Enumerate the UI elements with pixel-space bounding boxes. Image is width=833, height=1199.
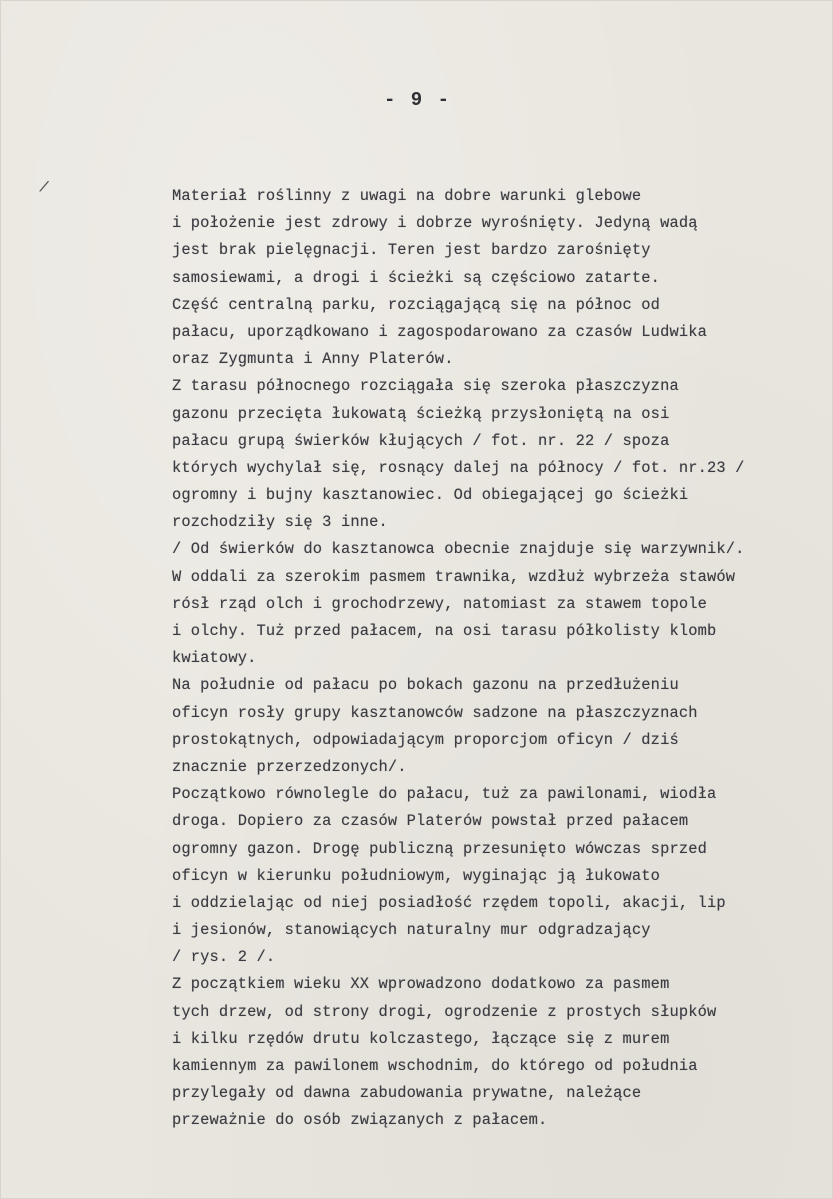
text-line: których wychylał się, rosnący dalej na północy / fot. nr.23 /	[172, 458, 745, 477]
text-line: rósł rząd olch i grochodrzewy, natomiast za stawem topole	[172, 594, 707, 613]
text-line: oraz Zygmunta i Anny Platerów.	[172, 350, 454, 369]
margin-mark: /	[37, 178, 51, 198]
text-line: i oddzielając od niej posiadłość rzędem topoli, akacji, lip	[172, 893, 726, 912]
text-line: przylegały od dawna zabudowania prywatne, należące	[172, 1084, 642, 1103]
text-line: samosiewami, a drogi i ścieżki są częściowo zatarte.	[172, 268, 661, 287]
text-line: gazonu przecięta łukowatą ścieżką przysłoniętą na osi	[172, 404, 670, 423]
text-line: / Od świerków do kasztanowca obecnie znajduje się warzywnik/.	[172, 540, 745, 559]
text-line: Część centralną parku, rozciągającą się na północ od	[172, 295, 661, 314]
text-line: oficyn w kierunku południowym, wyginając ją łukowato	[172, 866, 661, 885]
text-line: pałacu grupą świerków kłujących / fot. nr. 22 / spoza	[172, 431, 670, 450]
text-line: W oddali za szerokim pasmem trawnika, wzdłuż wybrzeża stawów	[172, 567, 736, 586]
body-text	[172, 183, 812, 1135]
text-line: ogromny gazon. Drogę publiczną przesunięto wówczas sprzed	[172, 839, 707, 858]
text-line: ogromny i bujny kasztanowiec. Od obiegającej go ścieżki	[172, 486, 689, 505]
text-line: Materiał roślinny z uwagi na dobre warunki glebowe	[172, 187, 642, 205]
text-line: przeważnie do osób związanych z pałacem.	[172, 1111, 548, 1130]
text-line: i kilku rzędów drutu kolczastego, łączące się z murem	[172, 1029, 670, 1048]
text-line: pałacu, uporządkowano i zagospodarowano za czasów Ludwika	[172, 322, 707, 341]
text-line: prostokątnych, odpowiadającym proporcjom oficyn / dziś	[172, 730, 679, 749]
page-number: - 9 -	[383, 89, 451, 111]
text-line: Początkowo równolegle do pałacu, tuż za pawilonami, wiodła	[172, 785, 717, 804]
text-line: kamiennym za pawilonem wschodnim, do którego od południa	[172, 1057, 698, 1075]
text-line: i położenie jest zdrowy i dobrze wyrośnięty. Jedyną wadą	[172, 214, 698, 233]
text-line: droga. Dopiero za czasów Platerów powstał przed pałacem	[172, 812, 689, 831]
text-line: kwiatowy.	[172, 649, 257, 668]
text-line: / rys. 2 /.	[172, 948, 276, 967]
text-line: i olchy. Tuż przed pałacem, na osi tarasu półkolisty klomb	[172, 622, 717, 640]
text-line: oficyn rosły grupy kasztanowców sadzone na płaszczyznach	[172, 703, 698, 722]
text-line: znacznie przerzedzonych/.	[172, 757, 407, 776]
text-line: Z tarasu północnego rozciągała się szeroka płaszczyzna	[172, 377, 679, 396]
text-line: i jesionów, stanowiących naturalny mur odgradzający	[172, 921, 651, 940]
text-line: Na południe od pałacu po bokach gazonu na przedłużeniu	[172, 676, 679, 695]
text-line: tych drzew, od strony drogi, ogrodzenie z prostych słupków	[172, 1002, 717, 1021]
text-line: Z początkiem wieku XX wprowadzono dodatkowo za pasmem	[172, 975, 670, 994]
text-line: jest brak pielęgnacji. Teren jest bardzo zarośnięty	[172, 241, 651, 260]
text-line: rozchodziły się 3 inne.	[172, 513, 388, 532]
